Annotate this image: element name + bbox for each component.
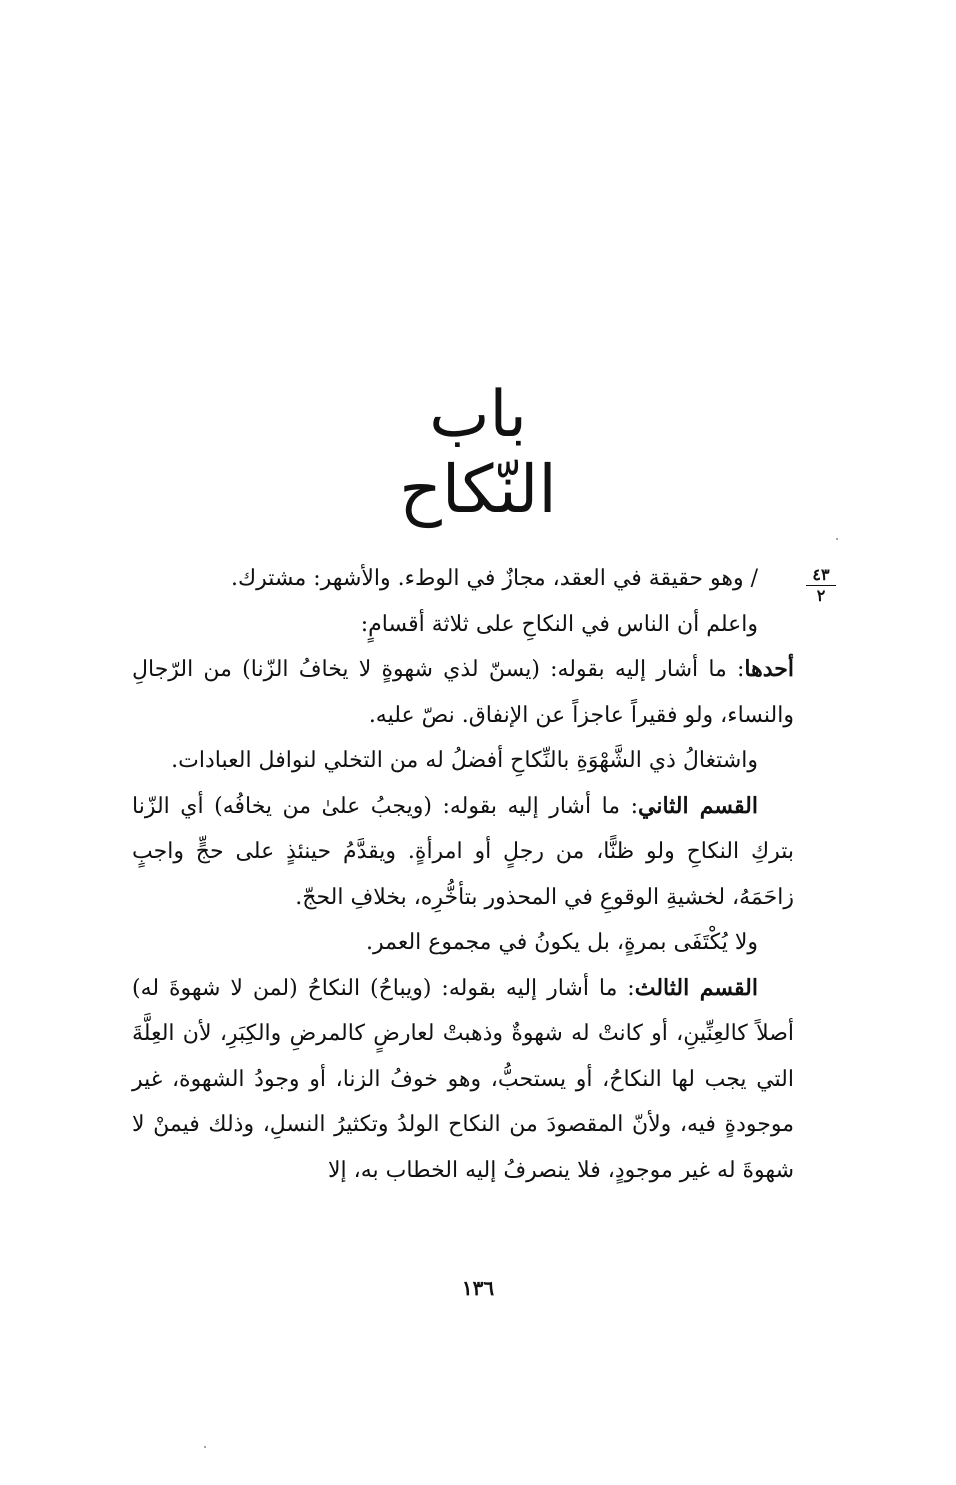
chapter-heading xyxy=(0,380,956,530)
chapter-title-word-bab: باب xyxy=(429,378,527,452)
section-label: القسم الثالث xyxy=(634,974,758,1001)
section-label: القسم الثاني xyxy=(637,792,758,819)
paragraph-text: / وهو حقيقة في العقد، مجازٌ في الوطء. والأشهر: مشترك. xyxy=(230,566,758,591)
scan-speck xyxy=(204,1446,206,1448)
paragraph-preference xyxy=(132,738,794,784)
paragraph-third-category xyxy=(132,966,794,1194)
paragraph-text: : ما أشار إليه بقوله: (ويباحُ) النكاحُ (لمن لا شهوةَ له) أصلاً كالعِنِّينِ، أو كانتْ له شهوةٌ وذهبتْ لعارضٍ كالمرضِ والكِبَرِ، لأن العِلَّةَ التي يجب لها النكاحُ، أو يستحبُّ، وهو خوفُ الزنا، أو وجودُ الشهوة، غير موجودةٍ فيه، ولأنّ المقصودَ من النكاح الولدُ وتكثيرُ النسلِ، وذلك فيمنْ لا شهوةَ له غير موجودٍ، فلا ينصرفُ إليه الخطاب به، إلا xyxy=(132,975,794,1183)
scan-speck xyxy=(836,538,838,540)
paragraph-text: : ما أشار إليه بقوله: (ويجبُ علىٰ من يخافُه) أي الزّنا بتركِ النكاحِ ولو ظنًّا، من رجلٍ أو امرأةٍ. ويقدَّمُ حينئذٍ على حجٍّ واجبٍ زاحَمَهُ، لخشيةِ الوقوعِ في المحذور بتأخُّرِه، بخلافِ الحجّ. xyxy=(132,793,794,910)
paragraph-definition xyxy=(132,556,794,602)
margin-reference-denominator: ٢ xyxy=(816,586,826,605)
margin-reference-numerator: ٤٣ xyxy=(806,566,836,586)
paragraph-first-category xyxy=(132,647,794,738)
chapter-title-word-nikah: النّكاح xyxy=(399,451,557,528)
paragraph-text: واعلم أن الناس في النكاحِ على ثلاثة أقسامٍ: xyxy=(360,611,758,637)
paragraph-text: واشتغالُ ذي الشَّهْوَةِ بالنِّكاحِ أفضلُ له من التخلي لنوافل العبادات. xyxy=(171,748,758,773)
paragraph-second-category xyxy=(132,784,794,921)
paragraph-frequency xyxy=(132,920,794,966)
section-label: أحدها xyxy=(744,656,794,682)
paragraph-text: ولا يُكْتَفَى بمرةٍ، بل يكونُ في مجموع العمر. xyxy=(365,930,758,955)
paragraph-intro xyxy=(132,602,794,648)
paragraph-text: : ما أشار إليه بقوله: (يسنّ لذي شهوةٍ لا يخافُ الزّنا) من الرّجالِ والنساء، ولو فقيراً عاجزاً عن الإنفاق. نصّ عليه. xyxy=(132,657,794,728)
margin-page-reference xyxy=(806,566,836,605)
body-text xyxy=(132,556,794,1193)
page-number: ١٣٦ xyxy=(461,1276,495,1300)
